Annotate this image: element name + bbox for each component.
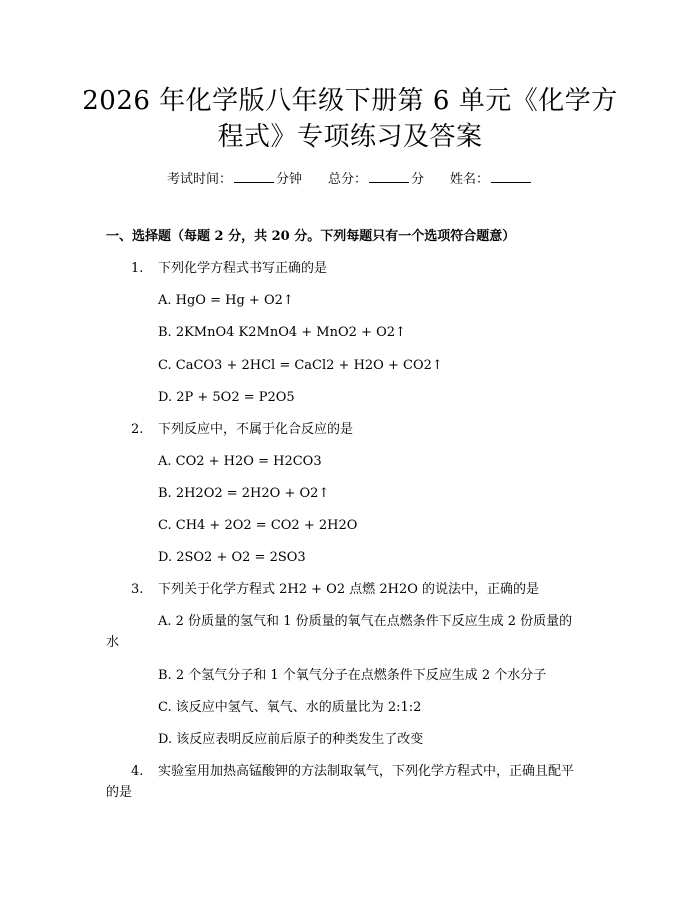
question-1-option-c: C. CaCO3 + 2HCl = CaCl2 + H2O + CO2↑ xyxy=(158,358,443,373)
question-number: 1. xyxy=(131,261,144,276)
question-number: 2. xyxy=(131,422,144,437)
question-4-text: 实验室用加热高锰酸钾的方法制取氧气，下列化学方程式中，正确且配平 xyxy=(158,764,575,779)
question-3-option-a-continuation: 水 xyxy=(106,635,120,650)
question-3-option-d: D. 该反应表明反应前后原子的种类发生了改变 xyxy=(158,732,424,747)
question-2-option-d: D. 2SO2 + O2 = 2SO3 xyxy=(158,550,306,565)
section-heading-multiple-choice: 一、选择题（每题 2 分，共 20 分。下列每题只有一个选项符合题意） xyxy=(106,229,516,244)
question-2-text: 下列反应中，不属于化合反应的是 xyxy=(158,422,354,437)
question-3-option-a: A. 2 份质量的氢气和 1 份质量的氧气在点燃条件下反应生成 2 份质量的 xyxy=(158,614,573,629)
question-3-option-c: C. 该反应中氢气、氧气、水的质量比为 2:1:2 xyxy=(158,700,422,715)
question-1-option-a: A. HgO = Hg + O2↑ xyxy=(158,293,294,308)
question-1-text: 下列化学方程式书写正确的是 xyxy=(158,261,328,276)
document-title-line-2: 程式》专项练习及答案 xyxy=(217,122,483,152)
score-label: 总分： xyxy=(327,172,367,187)
question-number: 3. xyxy=(131,582,144,597)
name-label: 姓名： xyxy=(450,172,490,187)
time-label: 考试时间： xyxy=(166,172,232,187)
time-unit: 分钟 xyxy=(275,172,302,187)
question-2-option-a: A. CO2 + H2O = H2CO3 xyxy=(158,454,322,469)
question-1-option-d: D. 2P + 5O2 = P2O5 xyxy=(158,390,295,405)
question-3-text: 下列关于化学方程式 2H2 + O2 点燃 2H2O 的说法中，正确的是 xyxy=(158,582,540,597)
question-2-option-c: C. CH4 + 2O2 = CO2 + 2H2O xyxy=(158,518,358,533)
question-number: 4. xyxy=(131,764,144,779)
question-4-text-continuation: 的是 xyxy=(106,785,133,800)
question-2-option-b: B. 2H2O2 = 2H2O + O2↑ xyxy=(158,486,330,501)
score-unit: 分 xyxy=(411,172,425,187)
time-blank xyxy=(234,169,274,183)
question-1-option-b: B. 2KMnO4 K2MnO4 + MnO2 + O2↑ xyxy=(158,325,406,340)
name-blank xyxy=(491,169,531,183)
score-blank xyxy=(369,169,409,183)
exam-meta-line xyxy=(0,169,700,189)
document-title-line-1: 2026 年化学版八年级下册第 6 单元《化学方 xyxy=(82,86,618,116)
question-3-option-b: B. 2 个氢气分子和 1 个氧气分子在点燃条件下反应生成 2 个水分子 xyxy=(158,668,547,683)
